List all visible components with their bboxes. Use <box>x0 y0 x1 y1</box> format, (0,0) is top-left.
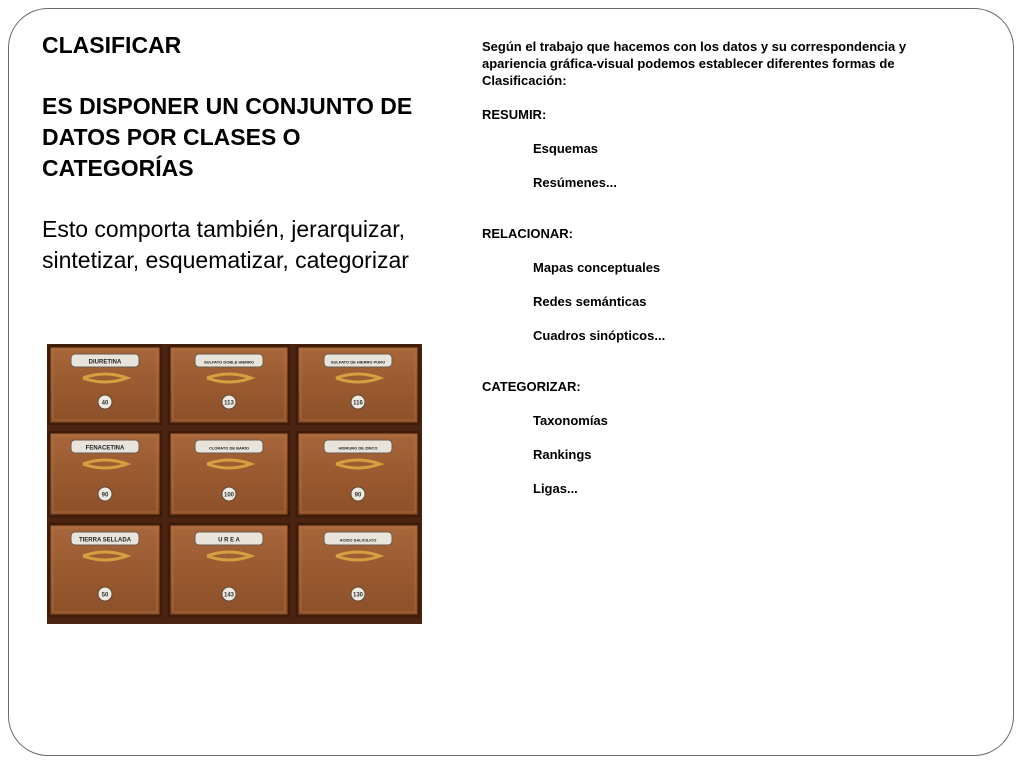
left-column <box>42 30 432 276</box>
classification-sections <box>482 106 972 497</box>
drawer-label-text: ACIDO SALICILICO <box>339 537 377 543</box>
section-item: Redes semánticas <box>533 294 647 309</box>
drawer <box>49 346 161 424</box>
drawer <box>49 524 161 616</box>
drawer-number-text: 130 <box>352 592 364 599</box>
drawer <box>169 432 289 516</box>
drawer-number-text: 116 <box>353 400 363 407</box>
drawer <box>169 524 289 616</box>
section-gap <box>482 208 972 225</box>
section-item: Rankings <box>533 447 592 462</box>
section-heading: RESUMIR: <box>482 107 547 122</box>
section-item: Mapas conceptuales <box>533 260 661 275</box>
section-item: Taxonomías <box>533 413 608 428</box>
section-item: Ligas... <box>533 481 578 496</box>
drawer-label-text: TIERRA SELLADA <box>78 537 132 544</box>
drawer-label-text: CLORATO DE BARIO <box>208 445 250 451</box>
drawer <box>297 346 419 424</box>
section-item: Cuadros sinópticos... <box>533 328 666 343</box>
note-text: Esto comporta también, jerarquizar, sintetizar, esquematizar, categorizar <box>42 216 409 273</box>
section-gap <box>482 361 972 378</box>
drawer-number-text: 113 <box>224 400 234 407</box>
drawer <box>297 524 419 616</box>
drawer-number-text: 100 <box>223 492 235 499</box>
section-item: Esquemas <box>533 141 599 156</box>
section-item: Resúmenes... <box>533 175 617 190</box>
section-heading: CATEGORIZAR: <box>482 379 581 394</box>
drawer-number-text: 50 <box>101 592 109 599</box>
drawer-number-text: 90 <box>101 492 109 499</box>
drawer-label-text: HIDRURO DE ZINCO <box>338 445 378 451</box>
section-heading: RELACIONAR: <box>482 226 573 241</box>
intro-text: Según el trabajo que hacemos con los datos y su correspondencia y apariencia gráfica-visual podemos establecer diferentes formas de Clasificación: <box>482 39 907 88</box>
drawer-cabinet-photo <box>47 344 422 624</box>
drawer <box>49 432 161 516</box>
drawer <box>297 432 419 516</box>
drawer-number-text: 90 <box>354 492 362 499</box>
drawer-label-text: DIURETINA <box>88 359 122 366</box>
drawer-number-text: 40 <box>101 400 109 407</box>
drawer-number-text: 143 <box>223 592 235 599</box>
drawer-label-text: U R E A <box>218 537 240 544</box>
definition-text: ES DISPONER UN CONJUNTO DE DATOS POR CLASES O CATEGORÍAS <box>42 93 413 181</box>
drawer-label-text: SULFATO DE HIERRO PURO <box>330 359 386 365</box>
drawer-label-text: SULFATO DOBLE HIERRO <box>203 359 255 365</box>
slide-title: CLASIFICAR <box>42 32 182 58</box>
right-column <box>482 38 972 514</box>
drawer-label-text: FENACETINA <box>85 445 125 452</box>
drawer <box>169 346 289 424</box>
